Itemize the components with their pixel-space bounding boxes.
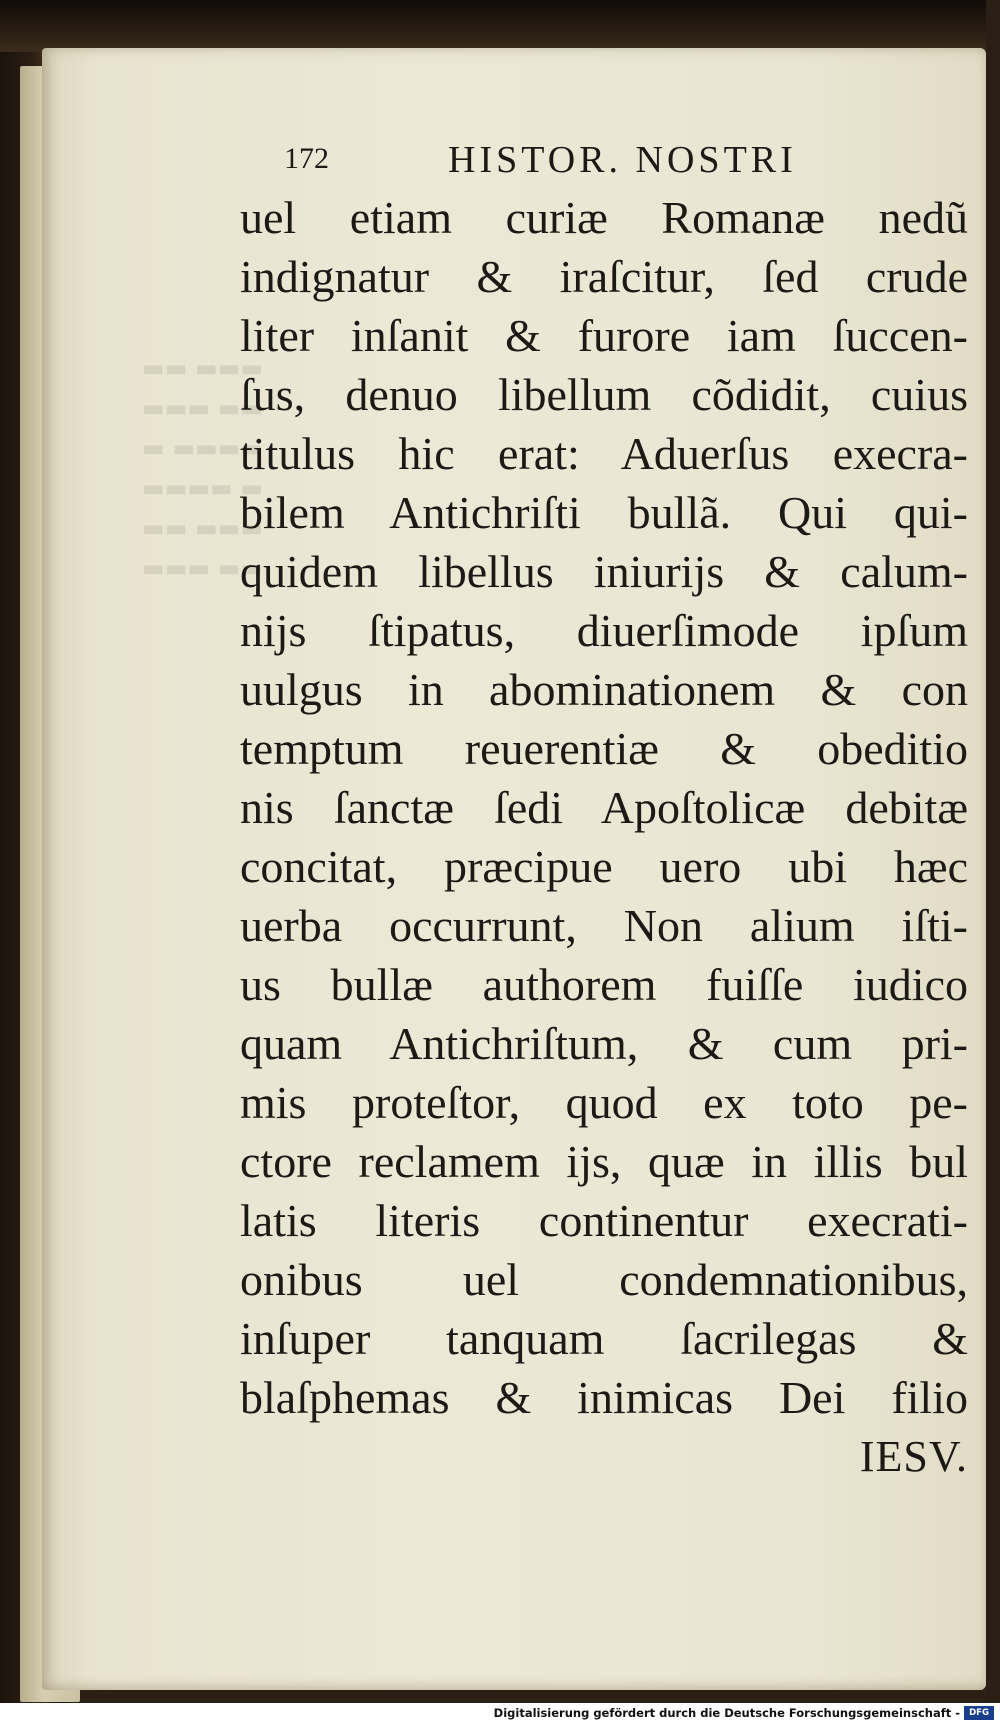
page-header: HISTOR. NOSTRI	[448, 139, 797, 181]
text-line: uerba occurrunt, Non alium iſti-	[240, 900, 968, 951]
footer-bar	[0, 1703, 1000, 1723]
text-line: latis literis continentur execrati-	[240, 1195, 968, 1246]
text-line: nijs ſtipatus, diuerſimode ipſum	[240, 605, 968, 656]
dfg-logo: DFG	[964, 1706, 994, 1720]
text-line: titulus hic erat: Aduerſus execra-	[240, 428, 968, 479]
text-line: nis ſanctæ ſedi Apoſtolicæ debitæ	[240, 782, 968, 833]
text-line: indignatur & iraſcitur, ſed crude	[240, 251, 968, 302]
text-line: blaſphemas & inimicas Dei filio	[240, 1372, 968, 1423]
text-line: liter inſanit & furore iam ſuccen-	[240, 310, 968, 361]
footer-credit: Digitalisierung gefördert durch die Deutsche Forschungsgemeinschaft -	[493, 1706, 960, 1720]
text-line: quidem libellus iniurijs & calum-	[240, 546, 968, 597]
text-line: uulgus in abominationem & con	[240, 664, 968, 715]
text-line: bilem Antichriſti bullã. Qui qui-	[240, 487, 968, 538]
book-binding-right	[986, 0, 1000, 1703]
show-through-text: ▬▬▬ ▬▬ ▬▬ ▬▬▬ ▬▬▬▬ ▬ ▬ ▬▬▬▬ ▬▬▬ ▬▬ ▬▬ ▬▬▬	[142, 354, 264, 582]
text-line: us bullæ authorem fuiſſe iudico	[240, 959, 968, 1010]
text-line: mis proteſtor, quod ex toto pe-	[240, 1077, 968, 1128]
text-block	[240, 138, 968, 1487]
text-line: ſus, denuo libellum cõdidit, cuius	[240, 369, 968, 420]
text-line: temptum reuerentiæ & obeditio	[240, 723, 968, 774]
page-number: 172	[284, 142, 329, 175]
text-line: uel etiam curiæ Romanæ nedũ	[240, 192, 968, 243]
body-text	[240, 188, 968, 1487]
text-line: onibus uel condemnationibus,	[240, 1254, 968, 1305]
text-line: ctore reclamem ijs, quæ in illis bul	[240, 1136, 968, 1187]
text-line: quam Antichriſtum, & cum pri-	[240, 1018, 968, 1069]
catchword: IESV.	[859, 1432, 968, 1481]
text-line: inſuper tanquam ſacrilegas &	[240, 1313, 968, 1364]
text-line: concitat, præcipue uero ubi hæc	[240, 841, 968, 892]
running-head	[240, 138, 968, 188]
book-binding-top	[0, 0, 1000, 52]
